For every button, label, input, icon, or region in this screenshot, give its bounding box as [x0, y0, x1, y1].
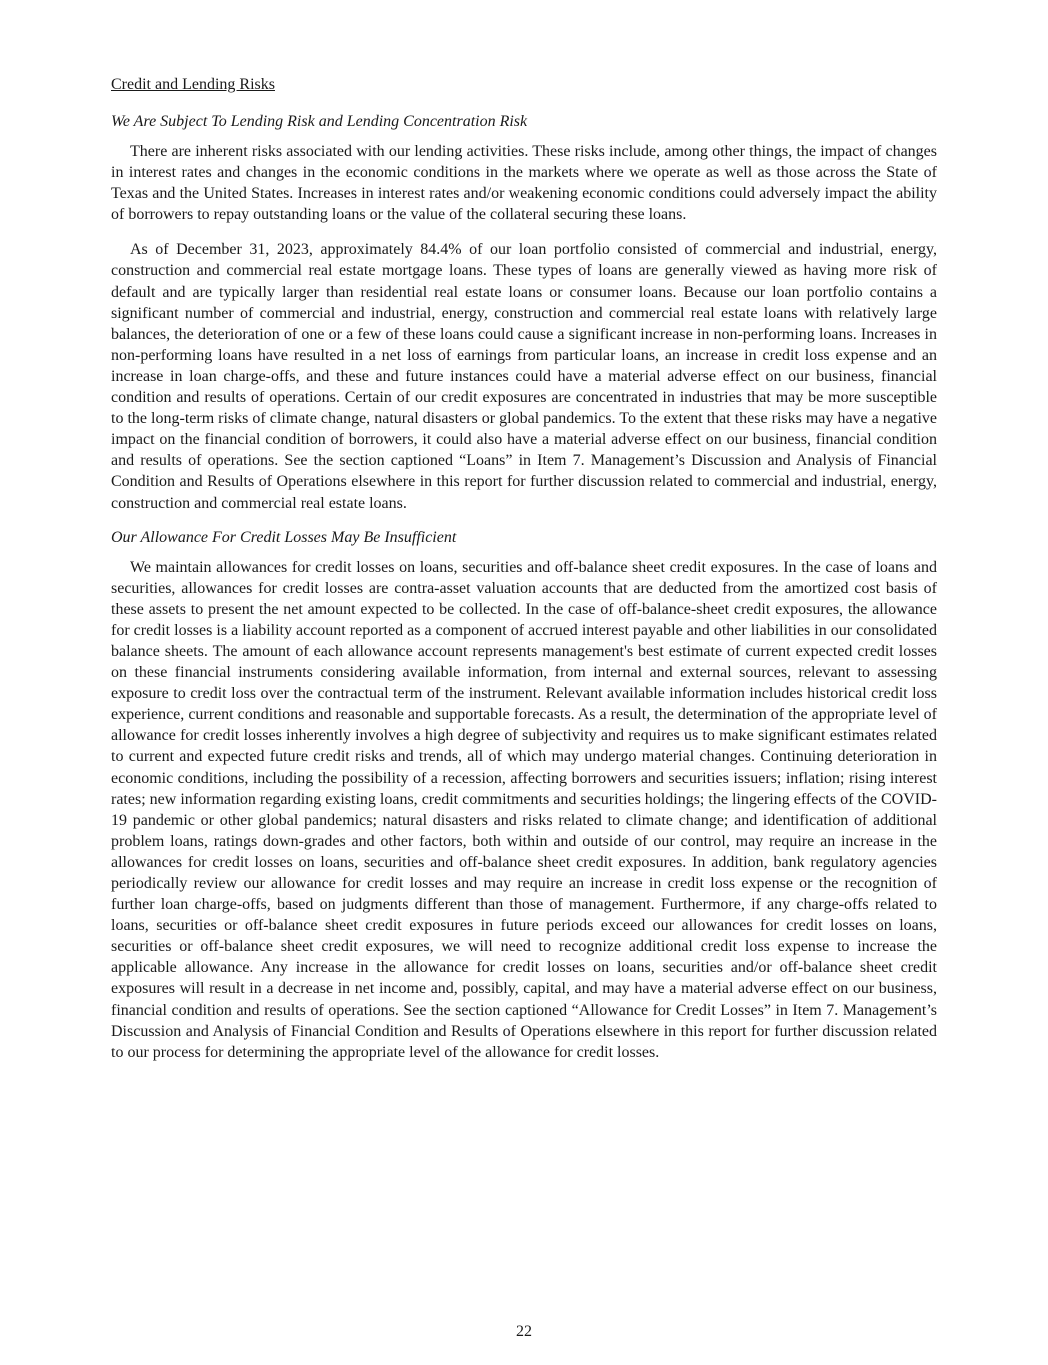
document-page	[111, 74, 937, 1077]
subsection-title-lending-risk: We Are Subject To Lending Risk and Lending Concentration Risk	[111, 113, 528, 130]
paragraph-loan-portfolio-concentration: As of December 31, 2023, approximately 84.4% of our loan portfolio consisted of commercial and industrial, energy, construction and commercial real estate mortgage loans. These types of loans are generally viewed as having more risk of default and are typically larger than residential real estate loans or consumer loans. Because our loan portfolio contains a significant number of commercial and industrial, energy, construction and commercial real estate loans with relatively large balances, the deterioration of one or a few of these loans could cause a significant increase in non-performing loans. Increases in non-performing loans have resulted in a net loss of earnings from particular loans, an increase in credit loss expense and an increase in loan charge-offs, and these and future instances could have a material adverse effect on our business, financial condition and results of operations. Certain of our credit exposures are concentrated in industries that may be more susceptible to the long-term risks of climate change, natural disasters or global pandemics. To the extent that these risks may have a negative impact on the financial condition of borrowers, it could also have a material adverse effect on our business, financial condition and results of operations. See the section captioned “Loans” in Item 7. Management’s Discussion and Analysis of Financial Condition and Results of Operations elsewhere in this report for further discussion related to commercial and industrial, energy, construction and commercial real estate loans.	[111, 241, 937, 512]
paragraph-allowance-credit-losses: We maintain allowances for credit losses on loans, securities and off-balance sheet credit exposures. In the case of loans and securities, allowances for credit losses are contra-asset valuation accounts that are deducted from the amortized cost basis of these assets to present the net amount expected to be collected. In the case of off-balance-sheet credit exposures, the allowance for credit losses is a liability account reported as a component of accrued interest payable and other liabilities in our consolidated balance sheets. The amount of each allowance account represents management's best estimate of current expected credit losses on these financial instruments considering available information, from internal and external sources, relevant to assessing exposure to credit loss over the contractual term of the instrument. Relevant available information includes historical credit loss experience, current conditions and reasonable and supportable forecasts. As a result, the determination of the appropriate level of allowance for credit losses inherently involves a high degree of subjectivity and requires us to make significant estimates related to current and expected future credit risks and trends, all of which may undergo material changes. Continuing deterioration in economic conditions, including the possibility of a recession, affecting borrowers and securities issuers; inflation; rising interest rates; new information regarding existing loans, credit commitments and securities holdings; the lingering effects of the COVID-19 pandemic or other global pandemics; natural disasters and risks related to climate change; and identification of additional problem loans, ratings down-grades and other factors, both within and outside of our control, may require an increase in the allowances for credit losses on loans, securities and off-balance sheet credit exposures. In addition, bank regulatory agencies periodically review our allowance for credit losses and may require an increase in credit loss expense or the recognition of further loan charge-offs, based on judgments different than those of management. Furthermore, if any charge-offs related to loans, securities or off-balance sheet credit exposures in future periods exceed our allowances for credit losses on loans, securities or off-balance sheet credit exposures, we will need to recognize additional credit loss expense to increase the applicable allowance. Any increase in the allowance for credit losses on loans, securities and/or off-balance sheet credit exposures will result in a decrease in net income and, possibly, capital, and may have a material adverse effect on our business, financial condition and results of operations. See the section captioned “Allowance for Credit Losses” in Item 7. Management’s Discussion and Analysis of Financial Condition and Results of Operations elsewhere in this report for further discussion related to our process for determining the appropriate level of the allowance for credit losses.	[111, 558, 937, 1061]
paragraph-lending-risk-intro: There are inherent risks associated with our lending activities. These risks include, among other things, the impact of changes in interest rates and changes in the economic conditions in the markets where we operate as well as those across the State of Texas and the United States. Increases in interest rates and/or weakening economic conditions could adversely impact the ability of borrowers to repay outstanding loans or the value of the collateral securing these loans.	[111, 143, 937, 224]
subsection-title-allowance: Our Allowance For Credit Losses May Be Insufficient	[111, 528, 457, 546]
page-number: 22	[516, 1323, 532, 1340]
section-heading: Credit and Lending Risks	[111, 76, 275, 93]
